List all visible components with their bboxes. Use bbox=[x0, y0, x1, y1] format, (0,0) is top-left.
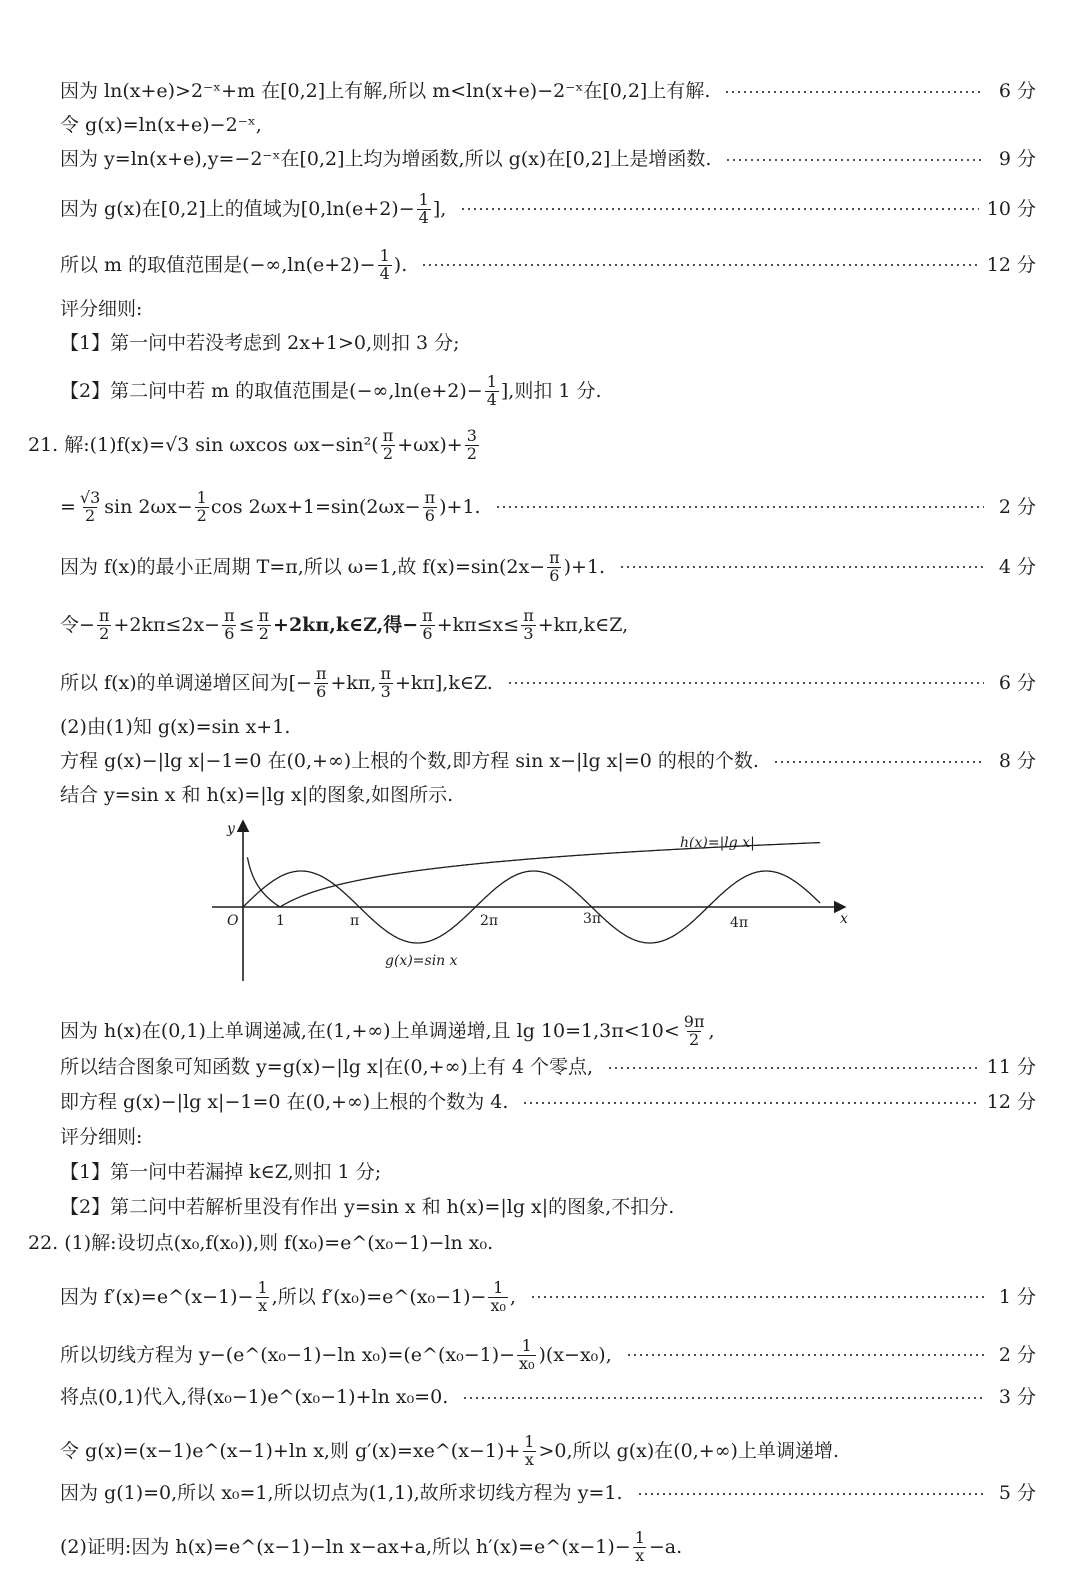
fraction: $\frac{\pi}{6}$ bbox=[549, 548, 560, 585]
line-text: , bbox=[708, 1019, 715, 1042]
line-text: 令 g(x)=(x−1)e^(x−1)+ln x,则 g′(x)=xe^(x−1)+ bbox=[60, 1439, 521, 1462]
fraction: $\frac{1}{x}$ bbox=[634, 1528, 645, 1565]
fraction: $\frac{1}{x}$ bbox=[524, 1432, 535, 1469]
h-curve bbox=[247, 843, 820, 907]
line-m-range bbox=[60, 248, 1036, 283]
leader-dots bbox=[460, 208, 979, 210]
leader-dots bbox=[725, 159, 984, 161]
fraction: $\frac{\pi}{3}$ bbox=[523, 606, 534, 643]
line-text: +kπ,k∈Z, bbox=[537, 613, 629, 636]
line-q21-start bbox=[28, 428, 481, 463]
fraction: $\frac{\pi}{3}$ bbox=[380, 664, 391, 701]
line-text: (2)由(1)知 g(x)=sin x+1. bbox=[60, 716, 291, 738]
fraction: $\frac{1}{4}$ bbox=[486, 372, 497, 409]
line-text: 【2】第二问中若 m 的取值范围是(−∞,ln(e+2)− bbox=[60, 379, 483, 402]
line-text: +ωx)+ bbox=[397, 433, 463, 456]
line-define-g bbox=[60, 116, 262, 135]
tick-label-pi: π bbox=[350, 913, 360, 929]
line-q22-start bbox=[28, 1234, 493, 1253]
line-rubric-2 bbox=[60, 374, 602, 409]
line-text: +kπ, bbox=[330, 671, 377, 694]
score-label: 12 分 bbox=[986, 1091, 1036, 1113]
line-text: 方程 g(x)−|lg x|−1=0 在(0,+∞)上根的个数,即方程 sin x−|lg x|=0 的根的个数. bbox=[60, 750, 759, 772]
fraction: $\frac{1}{\text{x₀}}$ bbox=[490, 1278, 506, 1315]
line-text: 因为 g(x)在[0,2]上的值域为[0,ln(e+2)− bbox=[60, 197, 415, 220]
line-rubric-21-2 bbox=[60, 1198, 674, 1217]
fraction: $\frac{3}{2}$ bbox=[466, 426, 477, 463]
fraction: $\frac{1}{4}$ bbox=[379, 246, 390, 283]
line-rubric-heading-2 bbox=[60, 1128, 142, 1147]
line-tangent-eq bbox=[60, 1338, 1036, 1373]
line-text: = bbox=[60, 495, 76, 518]
leader-dots bbox=[607, 1067, 979, 1069]
line-text: )+1. bbox=[563, 555, 606, 578]
line-text: sin 2ωx− bbox=[104, 495, 193, 518]
fraction: $\frac{\pi}{2}$ bbox=[382, 426, 394, 463]
line-text: 将点(0,1)代入,得(x₀−1)e^(x₀−1)+ln x₀=0. bbox=[60, 1386, 449, 1408]
line-increasing-interval bbox=[60, 666, 1036, 701]
line-text: 【1】第一问中若没考虑到 2x+1>0,则扣 3 分; bbox=[60, 332, 460, 354]
x-axis-label: x bbox=[840, 911, 848, 927]
line-text: ],则扣 1 分. bbox=[500, 379, 602, 402]
line-ineq-has-solution bbox=[60, 82, 1036, 101]
leader-dots bbox=[495, 506, 984, 508]
line-text: 因为 ln(x+e)>2⁻ˣ+m 在[0,2]上有解,所以 m<ln(x+e)−2⁻ˣ在[0,2]上有解. bbox=[60, 80, 711, 102]
tick-label-2pi: 2π bbox=[480, 913, 499, 929]
line-define-g2 bbox=[60, 1434, 839, 1469]
score-label: 6 分 bbox=[998, 80, 1036, 102]
line-text: 22. (1)解:设切点(x₀,f(x₀)),则 f(x₀)=e^(x₀−1)−ln x₀. bbox=[28, 1232, 494, 1254]
fraction: $\frac{\pi}{6}$ bbox=[422, 606, 433, 643]
line-text: ). bbox=[393, 253, 408, 276]
line-rubric-1 bbox=[60, 334, 460, 353]
line-text: 因为 f′(x)=e^(x−1)− bbox=[60, 1285, 254, 1308]
score-label: 3 分 bbox=[998, 1386, 1036, 1408]
leader-dots bbox=[522, 1102, 978, 1104]
leader-dots bbox=[773, 761, 984, 763]
line-text: 所以结合图象可知函数 y=g(x)−|lg x|在(0,+∞)上有 4 个零点, bbox=[60, 1056, 594, 1078]
line-text: )(x−x₀), bbox=[538, 1343, 612, 1366]
line-text: +2kπ≤2x− bbox=[113, 613, 221, 636]
line-increasing bbox=[60, 150, 1036, 169]
line-text: 21. 解:(1)f(x)=√3 sin ωxcos ωx−sin²( bbox=[28, 433, 379, 456]
tick-label-1: 1 bbox=[276, 913, 285, 929]
line-text: 评分细则: bbox=[60, 1126, 143, 1148]
fraction: $\frac{\pi}{2}$ bbox=[98, 606, 110, 643]
line-rubric-heading bbox=[60, 300, 142, 319]
h-curve-label: h(x)=|lg x| bbox=[680, 835, 755, 851]
leader-dots bbox=[724, 91, 984, 93]
line-text: +kπ≤x≤ bbox=[436, 613, 520, 636]
line-range-g bbox=[60, 192, 1036, 227]
fraction: $\frac{1}{4}$ bbox=[418, 190, 429, 227]
line-text: +kπ],k∈Z. bbox=[394, 671, 493, 694]
leader-dots bbox=[637, 1493, 985, 1495]
line-text: 所以 f(x)的单调递增区间为[− bbox=[60, 671, 312, 694]
line-graph-intro bbox=[60, 786, 453, 805]
g-curve-label: g(x)=sin x bbox=[385, 953, 458, 969]
line-text: 因为 y=ln(x+e),y=−2⁻ˣ在[0,2]上均为增函数,所以 g(x)在[0,2]上是增函数. bbox=[60, 148, 712, 170]
fraction: $\frac{1}{2}$ bbox=[196, 488, 207, 525]
line-text: cos 2ωx+1=sin(2ωx− bbox=[210, 495, 421, 518]
line-four-zeros bbox=[60, 1058, 1036, 1077]
line-simplify-f bbox=[60, 490, 1036, 525]
line-text: 令 g(x)=ln(x+e)−2⁻ˣ, bbox=[60, 114, 262, 136]
line-derivative-f bbox=[60, 1280, 1036, 1315]
fraction: $\frac{1}{x}$ bbox=[257, 1278, 268, 1315]
fraction: $\frac{\pi}{6}$ bbox=[315, 664, 327, 701]
tick-label-4pi: 4π bbox=[730, 915, 749, 931]
line-text: (2)证明:因为 h(x)=e^(x−1)−ln x−ax+a,所以 h′(x)=e^(x−1)− bbox=[60, 1535, 631, 1558]
line-monotonic-h bbox=[60, 1014, 715, 1049]
line-text: ,所以 f′(x₀)=e^(x₀−1)− bbox=[271, 1285, 487, 1308]
line-text: 因为 h(x)在(0,1)上单调递减,在(1,+∞)上单调递增,且 lg 10=1,3π<10< bbox=[60, 1019, 680, 1042]
line-text: 【1】第一问中若漏掉 k∈Z,则扣 1 分; bbox=[60, 1161, 382, 1183]
line-text: )+1. bbox=[439, 495, 481, 518]
leader-dots bbox=[507, 682, 984, 684]
fraction: $\frac{9\pi}{2}$ bbox=[683, 1012, 705, 1049]
line-text: 因为 g(1)=0,所以 x₀=1,所以切点为(1,1),故所求切线方程为 y=1. bbox=[60, 1482, 623, 1504]
leader-dots bbox=[626, 1354, 984, 1356]
score-label: 6 分 bbox=[998, 671, 1036, 694]
line-text: 所以 m 的取值范围是(−∞,ln(e+2)− bbox=[60, 253, 376, 276]
line-text: 结合 y=sin x 和 h(x)=|lg x|的图象,如图所示. bbox=[60, 784, 454, 806]
function-graph bbox=[200, 815, 860, 990]
line-interval-ineq bbox=[60, 608, 628, 643]
score-label: 11 分 bbox=[986, 1056, 1036, 1078]
line-text: 评分细则: bbox=[60, 298, 143, 320]
leader-dots bbox=[421, 264, 979, 266]
score-label: 4 分 bbox=[998, 555, 1036, 578]
score-label: 1 分 bbox=[998, 1285, 1036, 1308]
line-text: , bbox=[509, 1285, 516, 1308]
score-label: 9 分 bbox=[998, 148, 1036, 170]
fraction: $\frac{1}{\text{x₀}}$ bbox=[519, 1336, 535, 1373]
line-substitute-point bbox=[60, 1388, 1036, 1407]
line-text: 令− bbox=[60, 613, 95, 636]
line-tangent-result bbox=[60, 1484, 1036, 1503]
line-text: 因为 f(x)的最小正周期 T=π,所以 ω=1,故 f(x)=sin(2x− bbox=[60, 555, 546, 578]
leader-dots bbox=[619, 566, 984, 568]
leader-dots bbox=[462, 1397, 984, 1399]
fraction: $\frac{\pi}{6}$ bbox=[424, 488, 436, 525]
tick-label-3pi: 3π bbox=[583, 911, 602, 927]
score-label: 12 分 bbox=[986, 253, 1036, 276]
leader-dots bbox=[530, 1296, 984, 1298]
score-label: 8 分 bbox=[998, 750, 1036, 772]
line-text: 【2】第二问中若解析里没有作出 y=sin x 和 h(x)=|lg x|的图象,不扣分. bbox=[60, 1196, 675, 1218]
line-text: ], bbox=[432, 197, 447, 220]
line-rubric-21-1 bbox=[60, 1163, 381, 1182]
line-proof-start bbox=[60, 1530, 682, 1565]
line-text: ≤ bbox=[238, 613, 255, 636]
fraction: $\frac{\pi}{6}$ bbox=[224, 606, 235, 643]
line-root-count-4 bbox=[60, 1093, 1036, 1112]
line-root-count bbox=[60, 752, 1036, 771]
score-label: 5 分 bbox=[998, 1482, 1036, 1504]
line-text: −a. bbox=[648, 1535, 683, 1558]
line-text: 即方程 g(x)−|lg x|−1=0 在(0,+∞)上根的个数为 4. bbox=[60, 1091, 509, 1113]
fraction: $\frac{√3}{2}$ bbox=[79, 488, 101, 525]
origin-label: O bbox=[227, 913, 239, 929]
line-part2-g bbox=[60, 718, 290, 737]
line-period bbox=[60, 550, 1036, 585]
score-label: 10 分 bbox=[986, 197, 1036, 220]
line-text: +2kπ,k∈Z,得− bbox=[273, 613, 419, 636]
fraction: $\frac{\pi}{2}$ bbox=[258, 606, 270, 643]
line-text: >0,所以 g(x)在(0,+∞)上单调递增. bbox=[538, 1439, 839, 1462]
line-text: 所以切线方程为 y−(e^(x₀−1)−ln x₀)=(e^(x₀−1)− bbox=[60, 1343, 516, 1366]
score-label: 2 分 bbox=[998, 495, 1036, 518]
score-label: 2 分 bbox=[998, 1343, 1036, 1366]
y-axis-label: y bbox=[227, 821, 235, 837]
